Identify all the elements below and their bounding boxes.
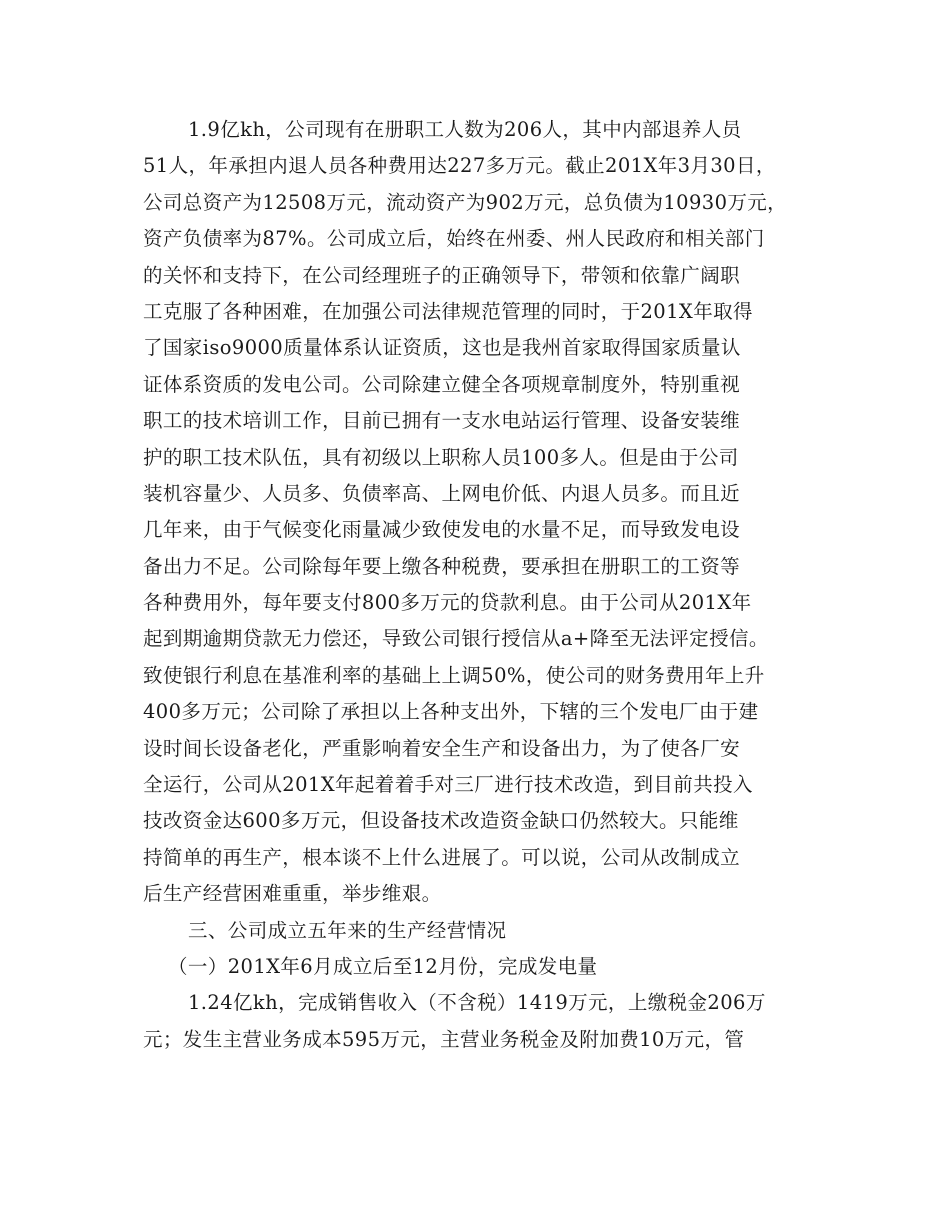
paragraph-line: 全运行，公司从201X年起着着手对三厂进行技术改造，到目前共投入 <box>143 773 753 797</box>
paragraph-line: 51人，年承担内退人员各种费用达227多万元。截止201X年3月30日， <box>143 154 776 178</box>
paragraph-line: 公司总资产为12508万元，流动资产为902万元，总负债为10930万元， <box>143 190 788 214</box>
paragraph-line: 职工的技术培训工作，目前已拥有一支水电站运行管理、设备安装维 <box>143 409 741 433</box>
paragraph-line: 起到期逾期贷款无力偿还，导致公司银行授信从a+降至无法评定授信。 <box>143 627 769 651</box>
paragraph-line: 致使银行利息在基准利率的基础上上调50%，使公司的财务费用年上升 <box>143 663 765 687</box>
paragraph-line: 装机容量少、人员多、负债率高、上网电价低、内退人员多。而且近 <box>143 481 741 505</box>
section-heading: 三、公司成立五年来的生产经营情况 <box>188 918 507 942</box>
paragraph-line: 持简单的再生产，根本谈不上什么进展了。可以说，公司从改制成立 <box>143 845 741 869</box>
paragraph-line: 技改资金达600多万元，但设备技术改造资金缺口仍然较大。只能维 <box>143 809 739 833</box>
paragraph-line: 各种费用外，每年要支付800多万元的贷款利息。由于公司从201X年 <box>143 591 752 615</box>
paragraph-line: 1.9亿kh，公司现有在册职工人数为206人，其中内部退养人员 <box>188 118 742 141</box>
document-body <box>143 112 823 1058</box>
subsection-heading: （一）201X年6月成立后至12月份，完成发电量 <box>168 954 598 978</box>
paragraph-line: 400多万元；公司除了承担以上各种支出外，下辖的三个发电厂由于建 <box>143 700 759 724</box>
paragraph-line: 证体系资质的发电公司。公司除建立健全各项规章制度外，特别重视 <box>143 372 741 396</box>
paragraph-line: 后生产经营困难重重，举步维艰。 <box>143 882 442 906</box>
paragraph-line: 几年来，由于气候变化雨量减少致使发电的水量不足，而导致发电设 <box>143 518 741 542</box>
paragraph-line: 元；发生主营业务成本595万元，主营业务税金及附加费10万元，管 <box>143 1027 745 1051</box>
paragraph-line: 备出力不足。公司除每年要上缴各种税费，要承担在册职工的工资等 <box>143 554 741 578</box>
paragraph-line: 工克服了各种困难，在加强公司法律规范管理的同时，于201X年取得 <box>143 299 753 323</box>
paragraph-line: 设时间长设备老化，严重影响着安全生产和设备出力，为了使各厂安 <box>143 736 741 760</box>
paragraph-line: 了国家iso9000质量体系认证资质，这也是我州首家取得国家质量认 <box>143 336 741 360</box>
paragraph-line: 1.24亿kh，完成销售收入（不含税）1419万元，上缴税金206万 <box>188 991 766 1015</box>
paragraph-line: 的关怀和支持下，在公司经理班子的正确领导下，带领和依靠广阔职 <box>143 263 741 287</box>
paragraph-line: 护的职工技术队伍，具有初级以上职称人员100多人。但是由于公司 <box>143 445 739 469</box>
paragraph-line: 资产负债率为87%。公司成立后，始终在州委、州人民政府和相关部门 <box>143 227 765 251</box>
